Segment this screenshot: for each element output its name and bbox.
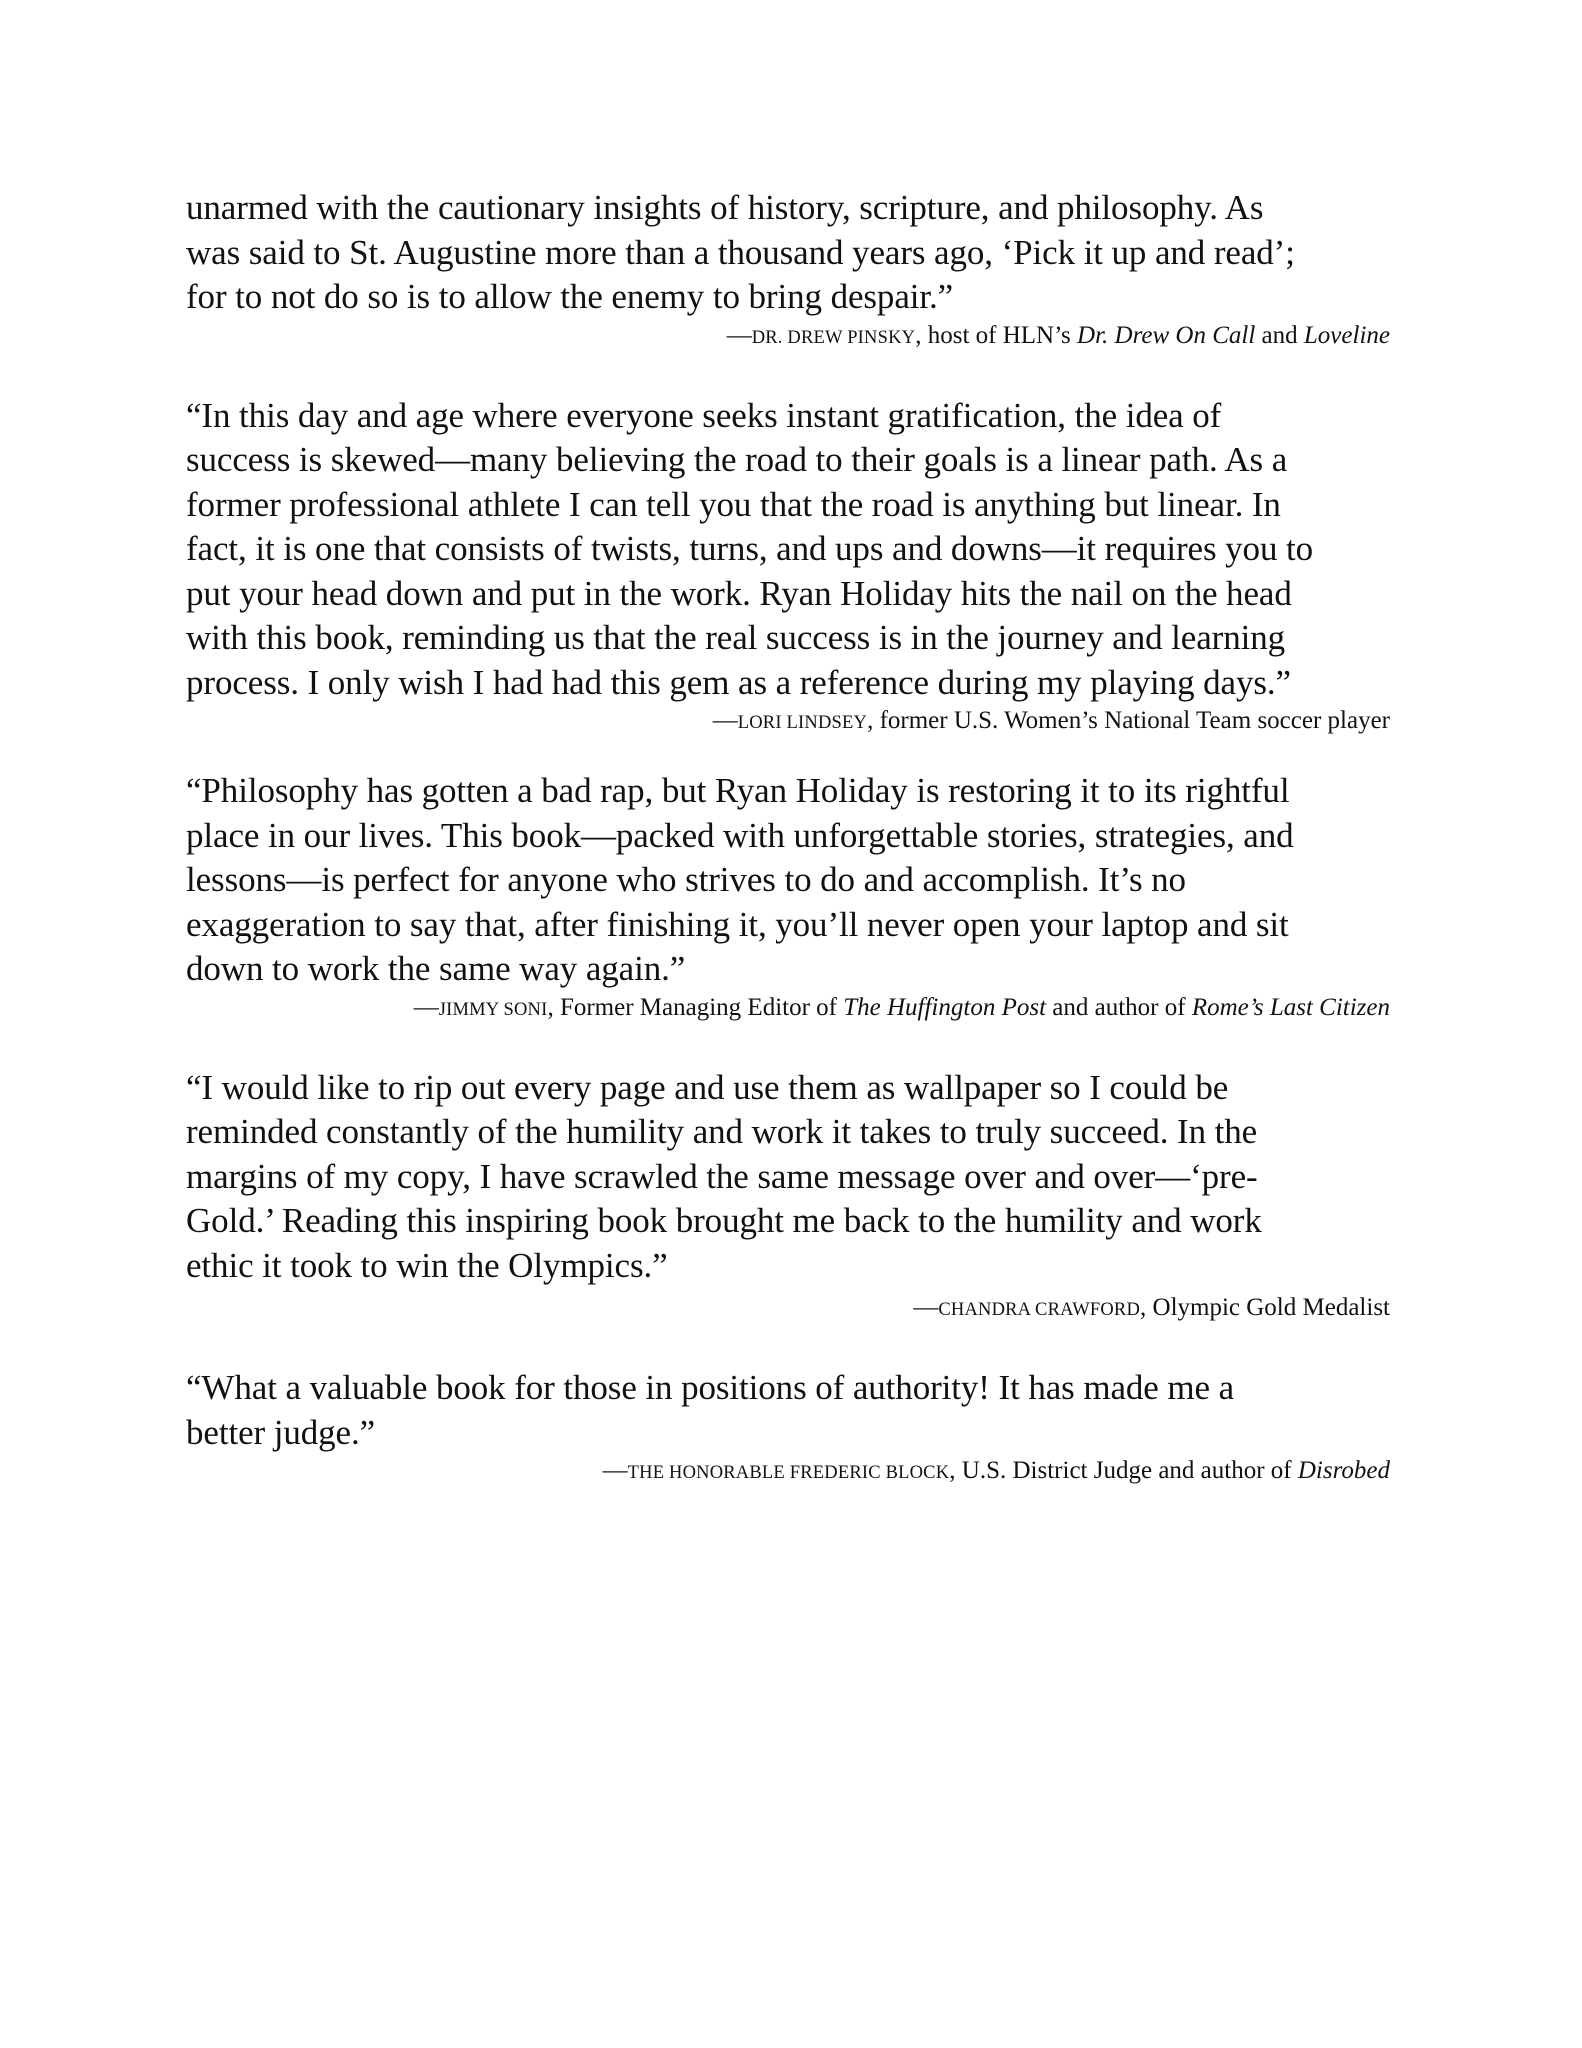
quote-line: lessons—is perfect for anyone who strives to do and accomplish. It’s no bbox=[186, 860, 1186, 899]
spacer bbox=[186, 739, 1390, 769]
attribution-title: Disrobed bbox=[1297, 1457, 1390, 1484]
quote-line: “Philosophy has gotten a bad rap, but Ryan Holiday is restoring it to its rightful bbox=[186, 771, 1290, 810]
quote-text bbox=[186, 769, 1390, 992]
attribution-text: and author of bbox=[1046, 993, 1192, 1021]
attribution bbox=[186, 1292, 1390, 1326]
attribution-dash: — bbox=[726, 321, 752, 349]
attribution-name: JIMMY SONI bbox=[438, 999, 548, 1020]
quote-line: “I would like to rip out every page and use them as wallpaper so I could be bbox=[186, 1067, 1229, 1107]
blurb-lindsey bbox=[186, 394, 1390, 740]
spacer bbox=[186, 354, 1390, 394]
attribution-dash: — bbox=[712, 707, 738, 734]
quote-line: ethic it took to win the Olympics.” bbox=[186, 1245, 668, 1285]
attribution-title: The Huffington Post bbox=[843, 993, 1047, 1021]
quote-text bbox=[186, 186, 1390, 320]
quote-line: fact, it is one that consists of twists, turns, and ups and downs—it requires you to bbox=[186, 529, 1314, 568]
quote-line: “In this day and age where everyone seeks instant gratification, the idea of bbox=[186, 395, 1222, 435]
attribution bbox=[186, 320, 1390, 354]
quote-text bbox=[186, 394, 1390, 706]
attribution-name: THE HONORABLE FREDERIC BLOCK bbox=[627, 1463, 950, 1483]
quote-line: reminded constantly of the humility and work it takes to truly succeed. In the bbox=[186, 1112, 1258, 1151]
blurb-crawford bbox=[186, 1066, 1390, 1327]
attribution-text: , Olympic Gold Medalist bbox=[1140, 1294, 1390, 1321]
quote-line: exaggeration to say that, after finishing it, you’ll never open your laptop and sit bbox=[186, 904, 1289, 944]
quote-line: process. I only wish I had had this gem as a reference during my playing days.” bbox=[186, 662, 1291, 702]
quote-line: success is skewed—many believing the road to their goals is a linear path. As a bbox=[186, 440, 1288, 479]
attribution-dash: — bbox=[413, 993, 439, 1021]
attribution-text: , Former Managing Editor of bbox=[547, 993, 844, 1021]
attribution-name: DR. DREW PINSKY bbox=[751, 327, 916, 348]
quote-line: place in our lives. This book—packed with unforgettable stories, strategies, and bbox=[186, 815, 1294, 855]
quote-line: with this book, reminding us that the real success is in the journey and learning bbox=[186, 618, 1286, 657]
attribution bbox=[186, 1455, 1390, 1489]
attribution-title: Rome’s Last Citizen bbox=[1191, 993, 1390, 1021]
blurb-block bbox=[186, 1366, 1390, 1489]
quote-line: margins of my copy, I have scrawled the same message over and over—‘pre- bbox=[186, 1156, 1258, 1196]
quote-text bbox=[186, 1366, 1390, 1455]
quote-text bbox=[186, 1066, 1390, 1289]
attribution-dash: — bbox=[602, 1457, 628, 1484]
attribution-title: Dr. Drew On Call bbox=[1077, 321, 1256, 349]
attribution-name: CHANDRA CRAWFORD bbox=[938, 1300, 1141, 1320]
attribution bbox=[186, 992, 1390, 1026]
blurb-soni bbox=[186, 769, 1390, 1026]
quote-line: former professional athlete I can tell you that the road is anything but linear. In bbox=[186, 484, 1281, 524]
attribution-text: and bbox=[1255, 321, 1304, 349]
quote-line: “What a valuable book for those in positions of authority! It has made me a bbox=[186, 1368, 1235, 1407]
quote-line: Gold.’ Reading this inspiring book brought me back to the humility and work bbox=[186, 1201, 1262, 1240]
attribution-name: LORI LINDSEY bbox=[737, 713, 868, 733]
quote-line: better judge.” bbox=[186, 1412, 376, 1452]
quote-line: for to not do so is to allow the enemy to bring despair.” bbox=[186, 277, 954, 316]
attribution-text: , U.S. District Judge and author of bbox=[949, 1457, 1298, 1484]
quote-line: unarmed with the cautionary insights of history, scripture, and philosophy. As bbox=[186, 188, 1264, 227]
spacer bbox=[186, 1026, 1390, 1066]
spacer bbox=[186, 1326, 1390, 1366]
attribution-title: Loveline bbox=[1303, 321, 1390, 349]
attribution-text: , host of HLN’s bbox=[915, 321, 1078, 349]
quote-line: was said to St. Augustine more than a thousand years ago, ‘Pick it up and read’; bbox=[186, 232, 1295, 272]
quote-line: put your head down and put in the work. Ryan Holiday hits the nail on the head bbox=[186, 573, 1292, 613]
attribution-dash: — bbox=[913, 1294, 939, 1321]
blurb-pinsky bbox=[186, 186, 1390, 354]
attribution-text: , former U.S. Women’s National Team soccer player bbox=[867, 707, 1390, 734]
praise-page bbox=[186, 186, 1390, 1489]
attribution bbox=[186, 705, 1390, 739]
quote-line: down to work the same way again.” bbox=[186, 949, 686, 988]
